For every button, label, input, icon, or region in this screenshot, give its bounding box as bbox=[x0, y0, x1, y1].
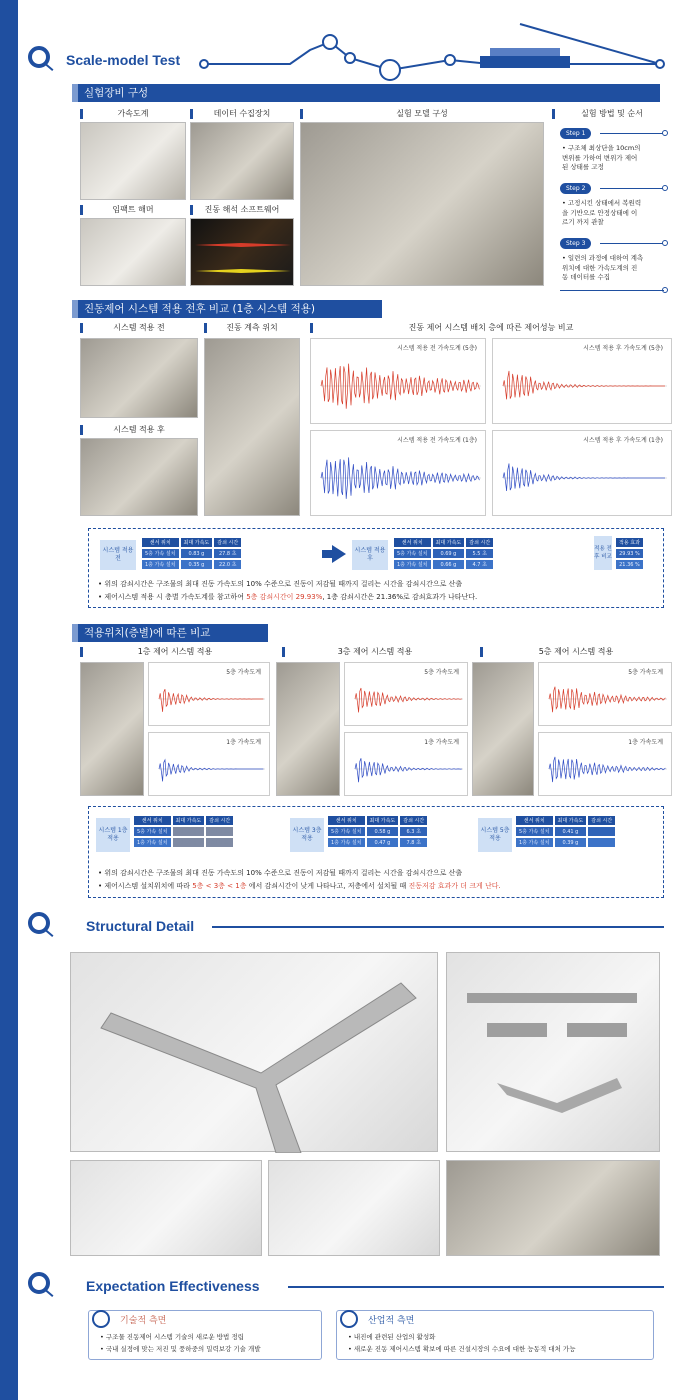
cell bbox=[588, 838, 615, 847]
plot-before-1f-caption: 시스템 적용 전 가속도계 (1층) bbox=[397, 437, 477, 444]
group-2-plot-top bbox=[344, 662, 468, 726]
col-sensor: 센서 위치 bbox=[328, 816, 365, 825]
label-model: 실험 모델 구성 bbox=[300, 108, 544, 120]
group-3-title: 5층 제어 시스템 적용 bbox=[480, 646, 672, 658]
cell: 4.7 초 bbox=[466, 560, 493, 569]
col-sensor: 센서 위치 bbox=[394, 538, 431, 547]
head-compare-1-text: 진동제어 시스템 적용 전후 비교 (1층 시스템 적용) bbox=[84, 303, 315, 315]
cell: 7.8 초 bbox=[400, 838, 427, 847]
step-2-line bbox=[600, 188, 664, 189]
step-1-line-2: 변위를 가하여 변위가 제어 bbox=[562, 153, 638, 162]
table-before bbox=[140, 536, 243, 571]
head-equipment bbox=[72, 84, 660, 102]
signal-trace bbox=[503, 371, 665, 399]
table-before-label: 시스템 적용 전 bbox=[100, 540, 136, 570]
cell: 0.69 g bbox=[433, 549, 465, 558]
table-row bbox=[142, 560, 241, 569]
sensor-position-photo bbox=[204, 338, 300, 516]
col-max-acc: 최대 가속도 bbox=[173, 816, 205, 825]
note-text: • 제어시스템 설치위치에 따라 bbox=[98, 882, 193, 890]
note-highlight: 진동저감 효과가 더 크게 난다. bbox=[408, 882, 501, 890]
group-1-label: 시스템 1층 적용 bbox=[96, 818, 130, 852]
cell bbox=[588, 827, 615, 836]
table-row bbox=[394, 549, 493, 558]
group-1-plot-bottom bbox=[148, 732, 270, 796]
plot-after-5f-caption: 시스템 적용 후 가속도계 (5층) bbox=[583, 345, 663, 352]
cad-parts-render bbox=[446, 952, 660, 1152]
step-3-line-1: • 일련의 과정에 대하여 계측 bbox=[562, 254, 644, 262]
after-photo bbox=[80, 438, 198, 516]
group-1-plot-top bbox=[148, 662, 270, 726]
y-frame-graphic bbox=[71, 953, 439, 1153]
cell: 5층 가속 설치 bbox=[134, 827, 171, 836]
section-connector bbox=[45, 929, 54, 937]
col-sensor: 센서 위치 bbox=[134, 816, 171, 825]
cell: 0.47 g bbox=[367, 838, 399, 847]
label-performance: 진동 제어 시스템 배치 층에 따른 제어성능 비교 bbox=[310, 322, 672, 334]
group-2-title: 3층 제어 시스템 적용 bbox=[282, 646, 468, 658]
step-2-dot bbox=[662, 185, 668, 191]
group-3-plot-top-caption: 5층 가속도계 bbox=[628, 669, 663, 676]
hammer-photo bbox=[80, 218, 186, 286]
col-max-acc: 최대 가속도 bbox=[181, 538, 213, 547]
table-row bbox=[516, 827, 615, 836]
table-row bbox=[394, 560, 493, 569]
signal-trace bbox=[159, 689, 263, 712]
table-after-label: 시스템 적용 후 bbox=[352, 540, 388, 570]
step-2-line-3: 르기 까지 관찰 bbox=[562, 218, 604, 226]
cell: 5층 가속 설치 bbox=[394, 549, 431, 558]
step-2-text bbox=[562, 199, 641, 228]
cell: 1층 가속 설치 bbox=[134, 838, 171, 847]
note-highlight: 5층 < 3층 < 1층 bbox=[192, 882, 247, 890]
head-equipment-text: 실험장비 구성 bbox=[84, 87, 149, 99]
group-1-photo bbox=[80, 662, 144, 796]
step-3-line-2: 위치에 대한 가속도계의 진 bbox=[562, 263, 638, 272]
industry-aspect-title: 산업적 측면 bbox=[368, 1316, 415, 1326]
step-3-line bbox=[600, 243, 664, 244]
col-effect: 적용 효과 bbox=[616, 538, 643, 547]
left-accent-bar bbox=[0, 0, 18, 1400]
signal-trace bbox=[159, 760, 263, 782]
head-compare-2 bbox=[72, 624, 268, 642]
cell: 1층 가속 설치 bbox=[516, 838, 553, 847]
cell: 5층 가속 설치 bbox=[516, 827, 553, 836]
daq-photo bbox=[190, 122, 294, 200]
cell-obscured: 0.00 g bbox=[173, 838, 205, 847]
software-screen-photo bbox=[190, 218, 294, 286]
tech-aspect-item-1: • 구조물 진동제어 시스템 기술의 새로운 방법 정립 bbox=[100, 1333, 244, 1341]
table-row bbox=[616, 560, 643, 569]
group-3-table bbox=[514, 814, 617, 849]
cell: 1층 가속 설치 bbox=[328, 838, 365, 847]
label-daq: 데이터 수집장치 bbox=[190, 108, 294, 120]
tech-aspect-item-2: • 국내 실정에 맞는 저진 및 풍하중의 밀력보강 기술 개발 bbox=[100, 1345, 261, 1353]
before-photo bbox=[80, 338, 198, 418]
table-row bbox=[134, 827, 233, 836]
cell: 0.39 g bbox=[555, 838, 587, 847]
step-2-line-2: 을 기반으로 안정상태에 이 bbox=[562, 208, 638, 217]
label-after: 시스템 적용 후 bbox=[80, 424, 198, 436]
table-row bbox=[142, 549, 241, 558]
step-1-line-3: 된 상태를 고정 bbox=[562, 163, 604, 171]
note-text: , 1층 감쇠시간은 21.36%로 감쇠효과가 나타난다. bbox=[322, 593, 478, 601]
col-decay: 감쇠 시간 bbox=[466, 538, 493, 547]
industry-aspect-icon bbox=[340, 1310, 358, 1328]
group-1-plot-bottom-caption: 1층 가속도계 bbox=[226, 739, 261, 746]
step-1-line-1: • 구조체 최상단을 10cm의 bbox=[562, 144, 641, 152]
label-accelerometer: 가속도계 bbox=[80, 108, 186, 120]
cell: 5.5 초 bbox=[466, 549, 493, 558]
plot-before-1f bbox=[310, 430, 486, 516]
group-1-plot-top-caption: 5층 가속도계 bbox=[226, 669, 261, 676]
group-1-title: 1층 제어 시스템 적용 bbox=[80, 646, 270, 658]
table-row bbox=[616, 549, 643, 558]
plot-after-1f-caption: 시스템 적용 후 가속도계 (1층) bbox=[583, 437, 663, 444]
head-compare-1 bbox=[72, 300, 382, 318]
step-1-text bbox=[562, 144, 640, 173]
step-2-badge: Step 2 bbox=[560, 183, 591, 194]
col-decay: 감쇠 시간 bbox=[588, 816, 615, 825]
table-row bbox=[328, 838, 427, 847]
section-connector bbox=[45, 63, 54, 71]
compare-2-note-1: • 위의 감쇠시간은 구조물의 최대 진동 가속도의 10% 수준으로 진동이 저감될 때까지 걸리는 시간을 감쇠시간으로 산출 bbox=[98, 869, 463, 877]
cell: 0.83 g bbox=[181, 549, 213, 558]
industry-aspect-item-2: • 새로운 진동 제어시스템 확보에 따른 건설시장의 수요에 대한 능동적 대처 가능 bbox=[348, 1345, 576, 1353]
plot-after-5f bbox=[492, 338, 672, 424]
cell: 1층 가속 설치 bbox=[394, 560, 431, 569]
col-sensor: 센서 위치 bbox=[142, 538, 179, 547]
steps-end-line bbox=[560, 290, 664, 291]
group-2-photo bbox=[276, 662, 340, 796]
cad-detail-render-1 bbox=[70, 1160, 262, 1256]
step-2-line-1: • 고정시킨 상태에서 복원력 bbox=[562, 199, 642, 207]
col-sensor: 센서 위치 bbox=[516, 816, 553, 825]
table-effect bbox=[614, 536, 645, 571]
parts-graphic bbox=[447, 953, 661, 1153]
compare-1-note-2 bbox=[98, 592, 477, 602]
step-3-dot bbox=[662, 240, 668, 246]
section-connector bbox=[45, 1289, 54, 1297]
group-2-label: 시스템 3층 적용 bbox=[290, 818, 324, 852]
section-rule bbox=[288, 1286, 664, 1288]
cell-obscured: 0.00 g bbox=[173, 827, 205, 836]
group-2-table bbox=[326, 814, 429, 849]
group-3-photo bbox=[472, 662, 534, 796]
table-row bbox=[134, 838, 233, 847]
industry-aspect-item-1: • 내진에 관련된 산업의 활성화 bbox=[348, 1333, 436, 1341]
label-impact-hammer: 임팩트 해머 bbox=[80, 204, 186, 216]
cell: 0.66 g bbox=[433, 560, 465, 569]
step-3-badge: Step 3 bbox=[560, 238, 591, 249]
group-2-plot-top-caption: 5층 가속도계 bbox=[424, 669, 459, 676]
step-3-text bbox=[562, 254, 643, 283]
cell: 5층 가속 설치 bbox=[142, 549, 179, 558]
note-text: 에서 감쇠시간이 낮게 나타나고, 저층에서 설치될 때 bbox=[246, 882, 409, 890]
col-max-acc: 최대 가속도 bbox=[555, 816, 587, 825]
label-software: 진동 해석 소프트웨어 bbox=[190, 204, 294, 216]
cad-detail-render-2 bbox=[268, 1160, 440, 1256]
group-3-plot-bottom bbox=[538, 732, 672, 796]
plot-before-5f-caption: 시스템 적용 전 가속도계 (5층) bbox=[397, 345, 477, 352]
label-method: 실험 방법 및 순서 bbox=[552, 108, 672, 120]
step-3-line-3: 동 데이터를 수집 bbox=[562, 273, 611, 281]
group-3-label: 시스템 5층 적용 bbox=[478, 818, 512, 852]
step-1-dot bbox=[662, 130, 668, 136]
tech-aspect-title: 기술적 측면 bbox=[120, 1316, 167, 1326]
signal-trace bbox=[355, 758, 462, 782]
arrow-right-icon bbox=[332, 545, 346, 563]
cell: 22.0 초 bbox=[214, 560, 241, 569]
table-after bbox=[392, 536, 495, 571]
note-text: • 제어시스템 적용 시 층별 가속도계를 참고하여 bbox=[98, 593, 247, 601]
section-title-structural: Structural Detail bbox=[86, 918, 195, 934]
section-title-expectation: Expectation Effectiveness bbox=[86, 1278, 260, 1294]
arrow-tail bbox=[322, 550, 332, 558]
plot-after-1f bbox=[492, 430, 672, 516]
section-rule bbox=[212, 926, 664, 928]
effect-5f: 29.93 % bbox=[616, 549, 643, 558]
cad-y-frame-render bbox=[70, 952, 438, 1152]
decorative-line-graph bbox=[190, 20, 670, 90]
effect-1f: 21.36 % bbox=[616, 560, 643, 569]
tech-aspect-icon bbox=[92, 1310, 110, 1328]
group-3-plot-top bbox=[538, 662, 672, 726]
cell: 6.3 초 bbox=[400, 827, 427, 836]
cell: 27.8 초 bbox=[214, 549, 241, 558]
col-decay: 감쇠 시간 bbox=[214, 538, 241, 547]
cell: 0.41 g bbox=[555, 827, 587, 836]
group-2-plot-bottom bbox=[344, 732, 468, 796]
effect-label: 적용 전후 비교 bbox=[594, 536, 612, 570]
group-1-table bbox=[132, 814, 235, 849]
model-setup-photo bbox=[300, 122, 544, 286]
step-1-line bbox=[600, 133, 664, 134]
col-max-acc: 최대 가속도 bbox=[433, 538, 465, 547]
label-sensor-position: 진동 계측 위치 bbox=[204, 322, 300, 334]
cell-obscured: 00.0 초 bbox=[206, 827, 233, 836]
group-3-plot-bottom-caption: 1층 가속도계 bbox=[628, 739, 663, 746]
col-decay: 감쇠 시간 bbox=[400, 816, 427, 825]
cad-detail-render-3 bbox=[446, 1160, 660, 1256]
cell: 1층 가속 설치 bbox=[142, 560, 179, 569]
signal-trace bbox=[355, 688, 462, 712]
table-row bbox=[328, 827, 427, 836]
head-compare-2-text: 적용위치(층별)에 따른 비교 bbox=[84, 627, 211, 639]
section-title-scale-test: Scale-model Test bbox=[66, 52, 181, 68]
accelerometer-photo bbox=[80, 122, 186, 200]
col-max-acc: 최대 가속도 bbox=[367, 816, 399, 825]
col-decay: 감쇠 시간 bbox=[206, 816, 233, 825]
signal-trace bbox=[503, 464, 665, 492]
step-1-badge: Step 1 bbox=[560, 128, 591, 139]
cell: 5층 가속 설치 bbox=[328, 827, 365, 836]
plot-before-5f bbox=[310, 338, 486, 424]
note-highlight: 5층 감쇠시간이 29.93% bbox=[246, 593, 323, 601]
cell: 0.58 g bbox=[367, 827, 399, 836]
label-before: 시스템 적용 전 bbox=[80, 322, 198, 334]
compare-1-note-1: • 위의 감쇠시간은 구조물의 최대 진동 가속도의 10% 수준으로 진동이 저감될 때까지 걸리는 시간을 감쇠시간으로 산출 bbox=[98, 580, 463, 588]
cell: 0.35 g bbox=[181, 560, 213, 569]
software-signal-graphic bbox=[191, 219, 295, 287]
group-2-plot-bottom-caption: 1층 가속도계 bbox=[424, 739, 459, 746]
cell-obscured: 00.0 초 bbox=[206, 838, 233, 847]
compare-2-note-2 bbox=[98, 881, 501, 891]
table-row bbox=[516, 838, 615, 847]
